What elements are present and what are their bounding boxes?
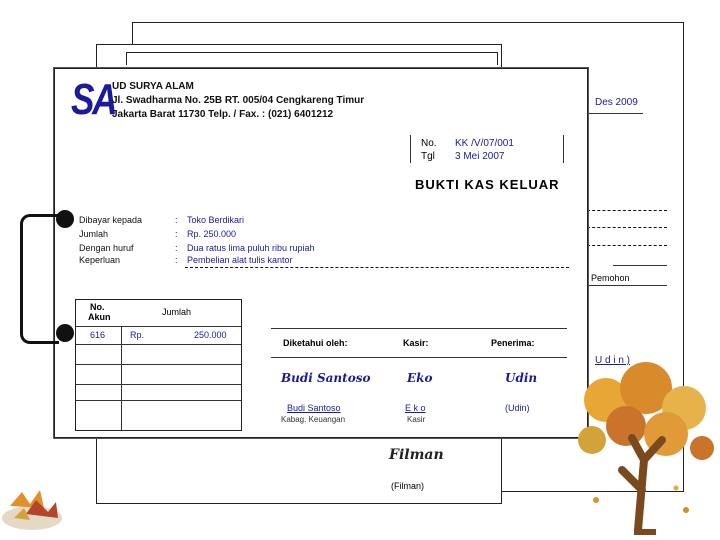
back-date-underline: [587, 113, 643, 114]
table-row-line: [76, 364, 241, 365]
signer-name-budi: Budi Santoso: [287, 403, 341, 413]
signature-label-penerima: Penerima:: [491, 338, 535, 348]
back-dashed-line-2: [587, 227, 667, 228]
table-row-line: [76, 400, 241, 401]
notgl-box-right: [563, 135, 564, 163]
signature-top-line: [271, 328, 567, 329]
notgl-box-left: [410, 135, 411, 163]
back-date-fragment: Des 2009: [595, 97, 638, 108]
table-row-line: [76, 326, 241, 327]
tgl-value: 3 Mei 2007: [455, 151, 505, 162]
table-header-jumlah: Jumlah: [162, 307, 192, 317]
table-header-akun: Akun: [88, 312, 111, 322]
back-pemohon-label: Pemohon: [591, 273, 630, 283]
filman-name: (Filman): [391, 481, 424, 491]
field-label-keperluan: Keperluan: [79, 255, 121, 265]
back-udin-fragment: U d i n ): [595, 355, 631, 366]
binder-clip: [20, 214, 59, 344]
signature-label-diketahui: Diketahui oleh:: [283, 338, 348, 348]
keperluan-underline: [185, 267, 569, 268]
field-label-jumlah: Jumlah: [79, 229, 109, 239]
back-dashed-line-3: [587, 245, 667, 246]
table-header-no: No.: [90, 302, 105, 312]
field-value-dibayar: Toko Berdikari: [187, 215, 245, 225]
signature-budi: Budi Santoso: [281, 371, 371, 385]
field-label-huruf: Dengan huruf: [79, 243, 134, 253]
signature-udin: Udin: [505, 371, 538, 385]
company-logo: SA: [71, 75, 116, 124]
company-name: UD SURYA ALAM: [112, 81, 194, 92]
signature-eko: Eko: [407, 371, 433, 385]
signature-label-kasir: Kasir:: [403, 338, 429, 348]
field-colon: :: [175, 215, 178, 225]
tgl-label: Tgl: [421, 151, 435, 162]
table-row-line: [76, 344, 241, 345]
back-paper-2-edge: [126, 52, 498, 65]
autumn-tree-decoration: [566, 360, 720, 540]
signer-name-udin: (Udin): [505, 403, 530, 413]
field-colon: :: [175, 255, 178, 265]
account-table: [75, 299, 242, 431]
signer-name-eko: E k o: [405, 403, 426, 413]
signature-mid-line: [271, 357, 567, 358]
back-dashed-line-1: [587, 210, 667, 211]
table-row-line: [76, 384, 241, 385]
table-cell-amount: 250.000: [194, 330, 227, 340]
company-address-1: Jl. Swadharma No. 25B RT. 005/04 Cengkareng Timur: [112, 95, 365, 106]
filman-signature: Filman: [389, 447, 444, 463]
no-value: KK /V/07/001: [455, 138, 514, 149]
back-line-4: [613, 265, 667, 266]
signer-role-eko: Kasir: [407, 415, 426, 424]
field-value-keperluan: Pembelian alat tulis kantor: [187, 255, 293, 265]
no-label: No.: [421, 138, 437, 149]
signer-role-budi: Kabag. Keuangan: [281, 415, 346, 424]
table-col-line: [121, 326, 122, 430]
field-colon: :: [175, 243, 178, 253]
table-cell-akun: 616: [90, 330, 106, 340]
table-cell-rp: Rp.: [130, 330, 145, 340]
binder-ring-top: [56, 210, 74, 228]
field-value-jumlah: Rp. 250.000: [187, 229, 237, 239]
back-line-5: [587, 285, 667, 286]
field-colon: :: [175, 229, 178, 239]
field-value-huruf: Dua ratus lima puluh ribu rupiah: [187, 243, 315, 253]
company-address-2: Jakarta Barat 11730 Telp. / Fax. : (021) 6401212: [112, 109, 334, 120]
autumn-leaves-decoration: [0, 478, 70, 538]
field-label-dibayar: Dibayar kepada: [79, 215, 143, 225]
voucher-title: BUKTI KAS KELUAR: [415, 177, 560, 192]
binder-ring-bottom: [56, 324, 74, 342]
bukti-kas-keluar-voucher: [54, 68, 588, 438]
